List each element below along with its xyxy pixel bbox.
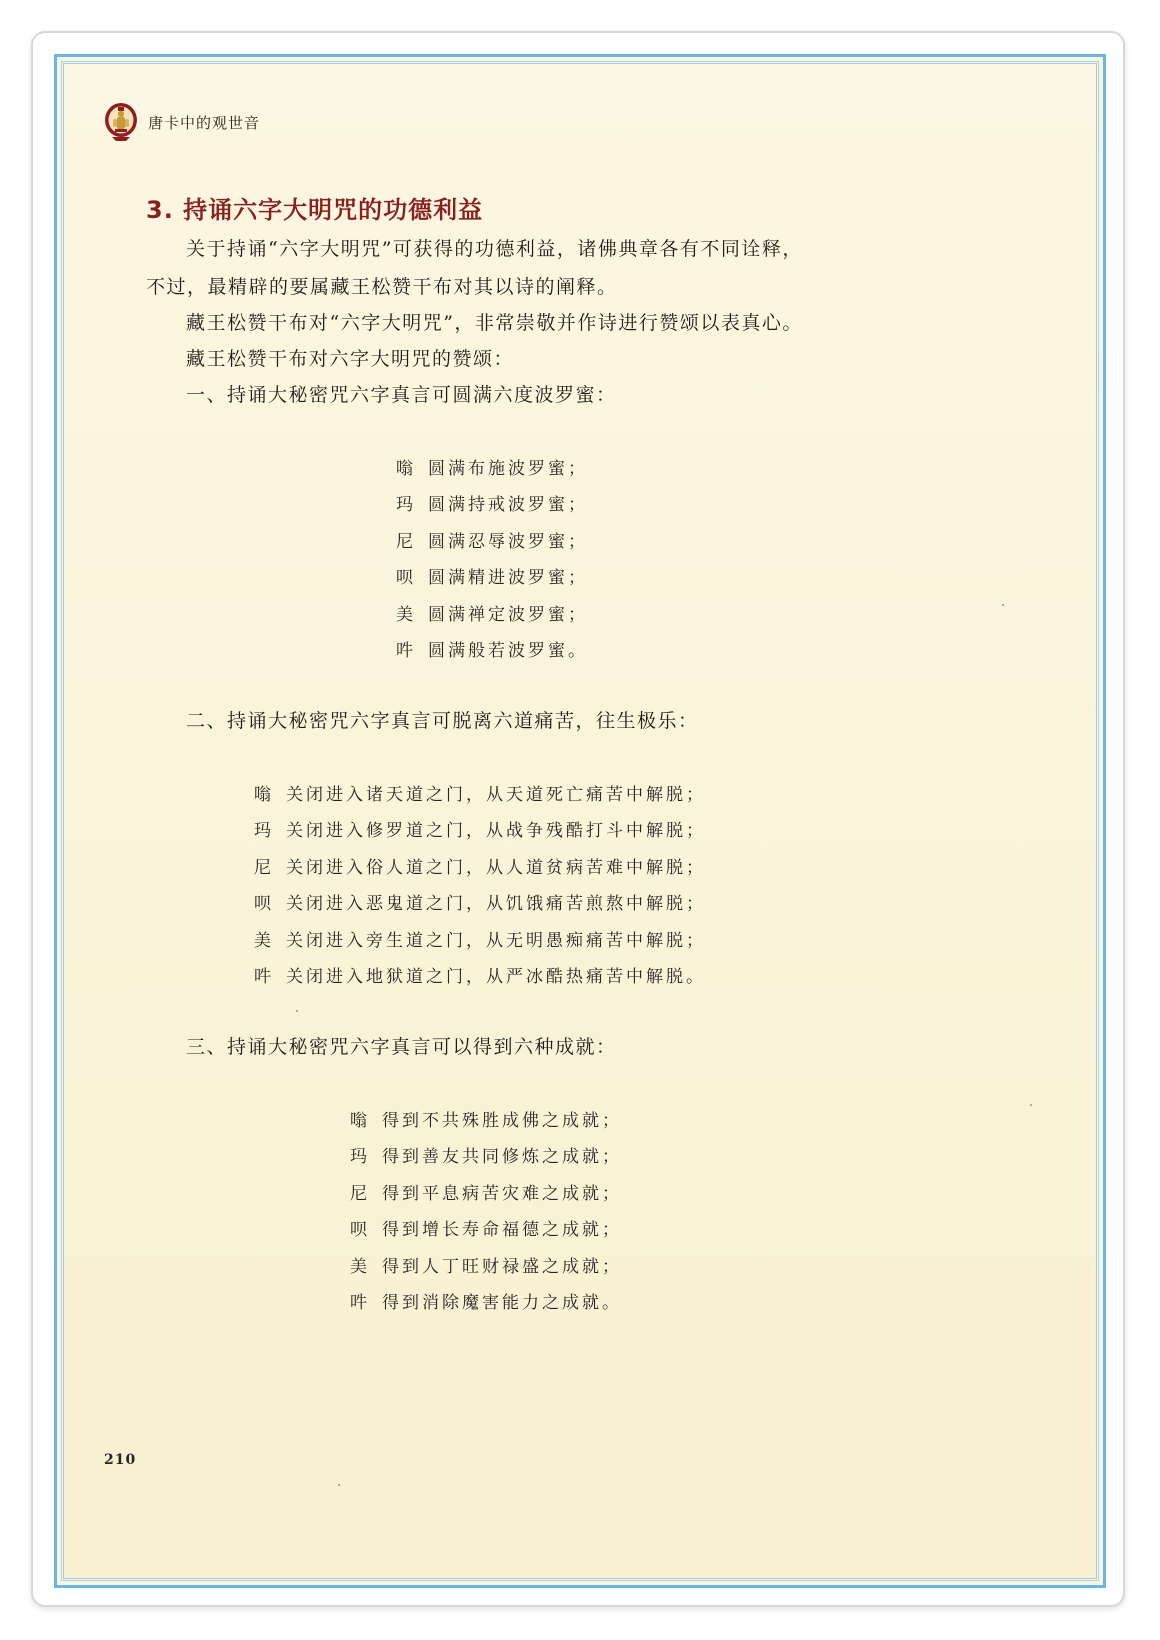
verse-text: 得到不共殊胜成佛之成就；	[382, 1111, 622, 1131]
section-title: 3. 持诵六字大明咒的功德利益	[146, 196, 484, 224]
verse-text: 得到人丁旺财禄盛之成就；	[382, 1256, 622, 1277]
mantra-syllable: 呗	[396, 568, 416, 589]
verse-line	[396, 563, 588, 599]
verse-line	[350, 1179, 622, 1215]
mantra-syllable: 吽	[396, 640, 416, 661]
mantra-syllable: 呗	[350, 1220, 370, 1241]
part1-verse-list	[396, 454, 588, 672]
verse-line	[350, 1142, 622, 1178]
verse-line	[350, 1215, 622, 1251]
mantra-syllable: 玛	[350, 1147, 370, 1168]
intro-line-2: 不过，最精辟的要属藏王松赞干布对其以诗的阐释。	[146, 276, 618, 298]
verse-text: 得到平息病苦灾难之成就；	[382, 1183, 622, 1204]
verse-text: 关闭进入恶鬼道之门，从饥饿痛苦煎熬中解脱；	[286, 894, 706, 915]
verse-text: 圆满般若波罗蜜。	[428, 640, 588, 661]
verse-line	[396, 490, 588, 526]
mantra-syllable: 嗡	[350, 1111, 370, 1131]
intro-line-3: 藏王松赞干布对“六字大明咒”，非常崇敬并作诗进行赞颂以表真心。	[186, 312, 803, 334]
verse-line	[396, 454, 588, 490]
thangka-emblem-icon	[102, 100, 140, 144]
mantra-syllable: 嗡	[254, 785, 274, 805]
mantra-syllable: 嗡	[396, 459, 416, 479]
running-title: 唐卡中的观世音	[148, 113, 261, 132]
verse-line	[254, 816, 706, 852]
verse-text: 圆满精进波罗蜜；	[428, 568, 588, 589]
verse-text: 圆满持戒波罗蜜；	[428, 495, 588, 516]
verse-text: 圆满忍辱波罗蜜；	[428, 531, 588, 552]
mantra-syllable: 吽	[350, 1292, 370, 1313]
verse-text: 关闭进入修罗道之门，从战争残酷打斗中解脱；	[286, 821, 706, 842]
mantra-syllable: 尼	[396, 531, 416, 552]
verse-text: 关闭进入旁生道之门，从无明愚痴痛苦中解脱；	[286, 930, 706, 951]
mantra-syllable: 尼	[254, 857, 274, 878]
verse-text: 关闭进入俗人道之门，从人道贫病苦难中解脱；	[286, 857, 706, 878]
verse-line	[350, 1288, 622, 1324]
part3-heading: 三、持诵大秘密咒六字真言可以得到六种成就：	[186, 1036, 617, 1058]
verse-line	[254, 962, 706, 998]
verse-text: 圆满布施波罗蜜；	[428, 459, 588, 479]
verse-line	[350, 1252, 622, 1288]
verse-text: 关闭进入地狱道之门，从严冰酷热痛苦中解脱。	[286, 966, 706, 987]
verse-line	[396, 636, 588, 672]
running-header	[102, 100, 260, 144]
page-number: 210	[104, 1452, 137, 1468]
mantra-syllable: 美	[396, 604, 416, 625]
paper-speck	[1030, 1104, 1032, 1106]
verse-text: 得到善友共同修炼之成就；	[382, 1147, 622, 1168]
intro-line-1: 关于持诵“六字大明咒”可获得的功德利益，诸佛典章各有不同诠释，	[186, 238, 803, 260]
mantra-syllable: 吽	[254, 966, 274, 987]
mantra-syllable: 玛	[396, 495, 416, 516]
mantra-syllable: 玛	[254, 821, 274, 842]
part2-verse-list	[254, 780, 706, 998]
verse-text: 圆满禅定波罗蜜；	[428, 604, 588, 625]
verse-line	[350, 1106, 622, 1142]
mantra-syllable: 呗	[254, 894, 274, 915]
verse-text: 得到消除魔害能力之成就。	[382, 1292, 622, 1313]
verse-line	[254, 889, 706, 925]
part2-heading: 二、持诵大秘密咒六字真言可脱离六道痛苦，往生极乐：	[186, 710, 699, 732]
verse-line	[254, 780, 706, 816]
part3-verse-list	[350, 1106, 622, 1324]
paper-speck	[1002, 604, 1004, 606]
verse-line	[396, 527, 588, 563]
verse-text: 关闭进入诸天道之门，从天道死亡痛苦中解脱；	[286, 785, 706, 805]
verse-line	[254, 853, 706, 889]
mantra-syllable: 尼	[350, 1183, 370, 1204]
mantra-syllable: 美	[350, 1256, 370, 1277]
part1-heading: 一、持诵大秘密咒六字真言可圆满六度波罗蜜：	[186, 384, 617, 406]
paper-speck	[338, 1484, 340, 1486]
verse-text: 得到增长寿命福德之成就；	[382, 1220, 622, 1241]
verse-line	[396, 600, 588, 636]
mantra-syllable: 美	[254, 930, 274, 951]
paper-speck	[296, 1010, 298, 1012]
intro-line-4: 藏王松赞干布对六字大明咒的赞颂：	[186, 348, 515, 370]
verse-line	[254, 926, 706, 962]
